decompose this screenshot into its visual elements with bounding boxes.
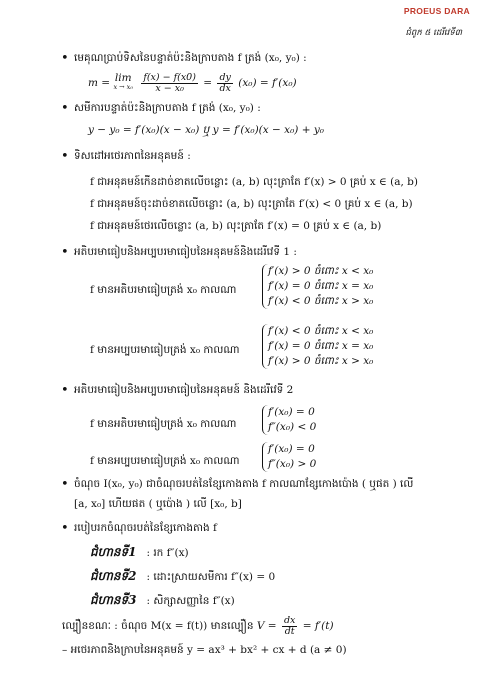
case-line: f″(x₀) < 0 bbox=[268, 421, 317, 433]
limit-operator bbox=[113, 74, 133, 92]
fraction-numerator: dy bbox=[219, 71, 231, 83]
equals-sign: = bbox=[203, 77, 213, 89]
inflection-line2: [a, x₀] ហើយផត ( ឬប៉ោង ) លើ [x₀, b] bbox=[74, 498, 242, 510]
fraction-denominator: dt bbox=[284, 625, 295, 637]
monotonic-line: f ជាអនុគមន៍ចុះដាច់ខាតលើចន្លោះ (a, b) លុះត្រាតែ f′(x) < 0 គ្រប់ x ∈ (a, b) bbox=[90, 198, 413, 210]
step-2 bbox=[90, 570, 275, 584]
case-line: f′(x) = 0 ចំពោះ x = x₀ bbox=[268, 340, 374, 352]
case-line: f′(x) < 0 ចំពោះ x < x₀ bbox=[268, 325, 374, 337]
fraction-denominator: dx bbox=[219, 82, 231, 94]
velocity-symbol: V = bbox=[256, 620, 277, 632]
case-line: f′(x) = 0 ចំពោះ x = x₀ bbox=[268, 280, 374, 292]
first-test-max-system bbox=[262, 264, 373, 309]
velocity-line bbox=[62, 614, 334, 638]
lim-text: lim bbox=[114, 72, 132, 84]
case-line: f′(x) < 0 ចំពោះ x > x₀ bbox=[268, 295, 374, 307]
chapter-header: ជំពូក ៥ ដេរីវេទី៣ bbox=[405, 28, 462, 38]
case-line: f″(x₀) > 0 bbox=[268, 458, 317, 470]
step-text: : រក f″(x) bbox=[146, 547, 189, 559]
first-test-max-label: f មានអតិបរមាធៀបត្រង់ x₀ កាលណា bbox=[90, 284, 237, 296]
velocity-label: ល្បឿនខណៈ bbox=[62, 620, 111, 632]
derivative-fraction bbox=[217, 73, 232, 94]
first-test-min-system bbox=[262, 324, 373, 369]
step-label: ជំហានទី3 bbox=[90, 593, 137, 607]
case-line: f′(x₀) = 0 bbox=[268, 443, 315, 455]
step-text: : សិក្សាសញ្ញានៃ f″(x) bbox=[146, 595, 235, 607]
steps-title: • របៀបរកចំណុចរបត់នៃខ្សែកោងតាង f bbox=[74, 522, 217, 535]
difference-quotient bbox=[141, 73, 198, 94]
first-test-min-label: f មានអប្បបរមាធៀបត្រង់ x₀ កាលណា bbox=[90, 344, 240, 356]
case-line: f′(x) > 0 ចំពោះ x < x₀ bbox=[268, 265, 374, 277]
second-test-min-system bbox=[262, 442, 316, 472]
lim-subscript: x → x₀ bbox=[113, 83, 133, 91]
monotonic-line: f ជាអនុគមន៍ថេរលើចន្លោះ (a, b) លុះត្រាតែ f′(x) = 0 គ្រប់ x ∈ (a, b) bbox=[90, 220, 382, 232]
formula-rhs: (x₀) = f′(x₀) bbox=[238, 77, 297, 89]
velocity-text: : ចំណុច M(x = f(t)) មានល្បឿន bbox=[114, 620, 254, 632]
second-test-title: • អតិបរមាធៀបនិងអប្បបរមាធៀបនៃអនុគមន៍ និងដេរីវេទី 2 bbox=[74, 384, 293, 397]
step-1 bbox=[90, 546, 189, 560]
fraction-numerator: dx bbox=[283, 614, 296, 626]
case-line: f′(x) > 0 ចំពោះ x > x₀ bbox=[268, 355, 374, 367]
second-test-max-label: f មានអតិបរមាធៀបត្រង់ x₀ កាលណា bbox=[90, 418, 237, 430]
case-line: f′(x₀) = 0 bbox=[268, 406, 315, 418]
brand-watermark: PROEUS DARA bbox=[403, 6, 470, 16]
step-label: ជំហានទី1 bbox=[90, 545, 137, 559]
cubic-line: – អថេរភាពនិងក្រាបនៃអនុគមន៍ y = ax³ + bx² + cx + d (a ≠ 0) bbox=[62, 644, 347, 656]
formula-lhs: m = bbox=[88, 77, 111, 89]
second-test-min-label: f មានអប្បបរមាធៀបត្រង់ x₀ កាលណា bbox=[90, 455, 240, 467]
second-test-max-system bbox=[262, 405, 316, 435]
tangent-slope-title: • មេគុណប្រាប់ទិសនៃបន្ទាត់ប៉ះនិងក្រាបតាង f ត្រង់ (x₀, y₀) : bbox=[74, 52, 307, 65]
fraction-denominator: x − x₀ bbox=[155, 82, 184, 94]
step-label: ជំហានទី2 bbox=[90, 569, 137, 583]
tangent-eq-formula: y − y₀ = f′(x₀)(x − x₀) ឬ y = f′(x₀)(x − x₀) + y₀ bbox=[88, 124, 325, 136]
tangent-slope-formula bbox=[88, 72, 297, 94]
tangent-eq-title: • សមីការបន្ទាត់ប៉ះនិងក្រាបតាង f ត្រង់ (x₀, y₀) : bbox=[74, 102, 261, 115]
fraction-numerator: f(x) − f(x0) bbox=[143, 71, 196, 83]
monotonic-title: • ទិសដៅអថេរភាពនៃអនុគមន៍ : bbox=[74, 150, 191, 163]
monotonic-line: f ជាអនុគមន៍កើនដាច់ខាតលើចន្លោះ (a, b) លុះត្រាតែ f′(x) > 0 គ្រប់ x ∈ (a, b) bbox=[90, 176, 418, 188]
inflection-line1: • ចំណុច I(x₀, y₀) ជាចំណុចរបត់នៃខ្សែកោងតាង f កាលណាខ្សែកោងប៉ោង ( ឬផត ) លើ bbox=[74, 478, 413, 491]
velocity-rhs: = f′(t) bbox=[302, 620, 334, 632]
step-3 bbox=[90, 594, 235, 608]
step-text: : ដោះស្រាយសមីការ f″(x) = 0 bbox=[146, 571, 276, 583]
velocity-fraction bbox=[282, 616, 297, 637]
first-test-title: • អតិបរមាធៀបនិងអប្បបរមាធៀបនៃអនុគមន៍និងដេរីវេទី 1 : bbox=[74, 246, 297, 259]
